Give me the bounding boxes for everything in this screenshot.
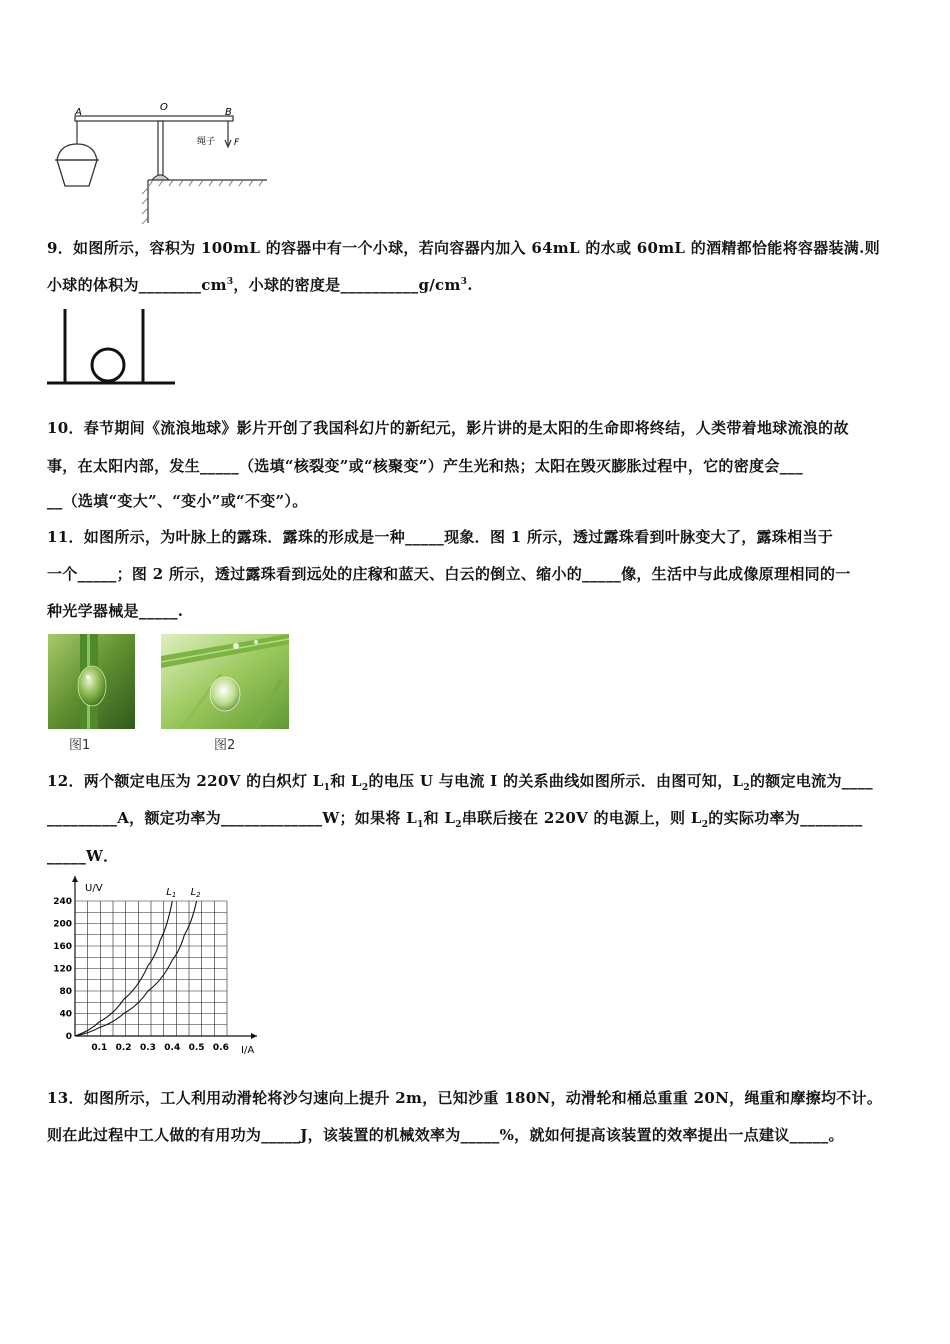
rope-label: 绳子 — [197, 137, 216, 147]
chart-grid — [75, 901, 227, 1036]
q10-line-2: 事，在太阳内部，发生_____（选填“核裂变”或“核聚变”）产生光和热；太阳在毁灭膨胀过程中，它的密度会___ — [47, 457, 804, 475]
x-tick-label: 0.6 — [212, 1043, 229, 1053]
y-tick-label: 0 — [65, 1032, 72, 1042]
q12-l1-sub-1: 1 — [323, 783, 331, 793]
dewdrop-photo-1 — [48, 634, 135, 729]
y-axis-label: U/V — [85, 883, 103, 894]
q12-line-1-c: 的电压 U 与电流 I 的关系曲线如图所示．由图可知，L — [368, 772, 744, 790]
x-tick-label: 0.1 — [91, 1043, 108, 1053]
q11-line-3: 种光学器械是_____. — [47, 602, 184, 620]
q12-line-2 — [47, 807, 863, 830]
series-label-1: $L_1$ — [166, 887, 177, 899]
x-tick-label: 0.2 — [115, 1043, 132, 1053]
y-tick-label: 240 — [53, 897, 72, 907]
q9-line-2 — [47, 274, 473, 295]
x-axis-arrow — [251, 1033, 257, 1039]
q12-line-1-d: 的额定电流为____ — [749, 772, 873, 790]
q9-line-1: 9．如图所示，容积为 100mL 的容器中有一个小球，若向容器内加入 64mL 的水或 60mL 的酒精都恰能将容器装满.则 — [47, 239, 880, 257]
x-axis-label: I/A — [241, 1045, 255, 1056]
q10-line-3: __（选填“变大”、“变小”或“不变”）。 — [47, 492, 308, 510]
q12-line-2-b: 和 L — [423, 809, 456, 827]
y-tick-label: 40 — [59, 1009, 72, 1020]
chart-ticks — [53, 897, 229, 1053]
y-tick-label: 200 — [53, 919, 72, 930]
y-axis-arrow — [72, 876, 78, 882]
q11-line-2: 一个_____；图 2 所示，透过露珠看到远处的庄稼和蓝天、白云的倒立、缩小的_____像，生活中与此成像原理相同的一 — [47, 565, 851, 583]
q9-line-2-c: . — [467, 276, 473, 294]
fig1-caption: 图1 — [69, 738, 91, 753]
lever-label-b: B — [225, 107, 232, 118]
lever-post — [158, 121, 163, 175]
x-tick-label: 0.3 — [139, 1043, 156, 1053]
y-tick-label: 160 — [53, 942, 72, 952]
y-tick-label: 120 — [53, 964, 72, 975]
lever-bar — [75, 116, 233, 121]
q12-line-2-d: 的实际功率为________ — [708, 809, 863, 827]
q9-sup-1: 3 — [226, 277, 234, 287]
ui-chart — [45, 868, 270, 1060]
q12-line-2-a: _________A，额定功率为_____________W；如果将 L — [47, 809, 418, 827]
q13-line-2: 则在此过程中工人做的有用功为_____J，该装置的机械效率为_____%，就如何提高该装置的效率提出一点建议_____。 — [47, 1126, 844, 1144]
q13-line-1: 13．如图所示，工人利用动滑轮将沙匀速向上提升 2m，已知沙重 180N，动滑轮和桶总重重 20N，绳重和摩擦均不计。 — [47, 1089, 883, 1107]
q9-sup-2: 3 — [460, 277, 468, 287]
q12-l1-sub-3: 2 — [743, 783, 750, 793]
q12-l2-sub-1: 1 — [417, 820, 424, 830]
container-ball-figure — [45, 305, 180, 390]
x-tick-label: 0.4 — [164, 1043, 181, 1053]
fig2-caption: 图2 — [214, 738, 236, 753]
dewdrop-photo-2 — [161, 634, 289, 729]
q9-line-2-a: 小球的体积为________cm — [47, 276, 227, 294]
q12-line-2-c: 串联后接在 220V 的电源上，则 L — [461, 809, 702, 827]
q11-line-1: 11．如图所示，为叶脉上的露珠．露珠的形成是一种_____现象．图 1 所示，透过露珠看到叶脉变大了，露珠相当于 — [47, 528, 834, 546]
q12-line-1-b: 和 L — [330, 772, 362, 790]
q12-line-1 — [47, 770, 873, 793]
lever-label-a: A — [75, 107, 82, 118]
lever-figure — [45, 98, 275, 228]
chart-axes — [72, 876, 257, 1056]
q9-line-2-b: ，小球的密度是__________g/cm — [233, 276, 461, 294]
bucket — [57, 144, 97, 186]
y-tick-label: 80 — [59, 987, 72, 997]
lever-label-o: O — [160, 102, 168, 113]
q12-line-1-a: 12．两个额定电压为 220V 的白炽灯 L — [47, 772, 324, 790]
force-label: F — [234, 138, 240, 148]
ball — [92, 349, 124, 381]
q12-l1-sub-2: 2 — [361, 783, 369, 793]
series-label-2: $L_2$ — [190, 887, 201, 899]
q10-line-1: 10．春节期间《流浪地球》影片开创了我国科幻片的新纪元，影片讲的是太阳的生命即将终结，人类带着地球流浪的故 — [47, 419, 849, 437]
lever-base — [152, 175, 169, 180]
x-tick-label: 0.5 — [188, 1043, 205, 1053]
q12-l2-sub-3: 2 — [701, 820, 709, 830]
q12-line-3: _____W． — [47, 847, 119, 865]
q12-l2-sub-2: 2 — [455, 820, 462, 830]
